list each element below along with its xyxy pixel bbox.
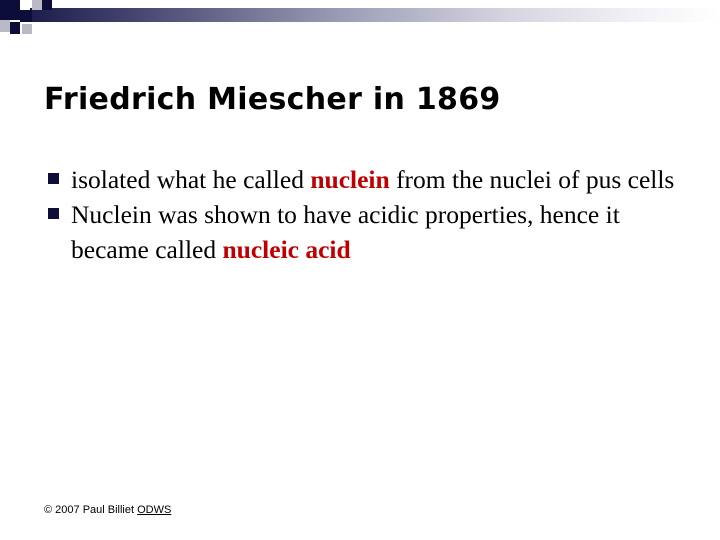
footer-credit	[44, 504, 171, 516]
odws-link[interactable]: ODWS	[137, 504, 172, 516]
checker-square	[0, 20, 10, 32]
bullet-list	[44, 162, 694, 267]
highlight-term-nucleic-acid: nucleic acid	[222, 235, 351, 264]
gradient-bar	[22, 8, 720, 22]
checker-square	[20, 10, 32, 22]
highlight-term-nuclein: nuclein	[310, 165, 390, 194]
checker-square	[32, 0, 42, 10]
bullet-text: isolated what he called	[71, 165, 311, 194]
checker-square	[42, 0, 52, 10]
bullet-text: from the nuclei of pus cells	[389, 165, 675, 194]
checker-square	[10, 22, 20, 34]
top-decorative-band	[0, 0, 720, 40]
bullet-text: Nuclein was shown to have acidic properties, hence it became called	[71, 200, 620, 264]
checker-square	[0, 0, 20, 20]
bullet-item	[44, 162, 694, 197]
slide-title: Friedrich Miescher in 1869	[44, 82, 501, 117]
checker-square	[20, 0, 30, 10]
bullet-item	[44, 197, 694, 267]
copyright-text: © 2007 Paul Billiet	[44, 504, 138, 516]
checker-square	[22, 24, 32, 34]
square-bullet-icon	[48, 208, 59, 219]
square-bullet-icon	[48, 173, 59, 184]
